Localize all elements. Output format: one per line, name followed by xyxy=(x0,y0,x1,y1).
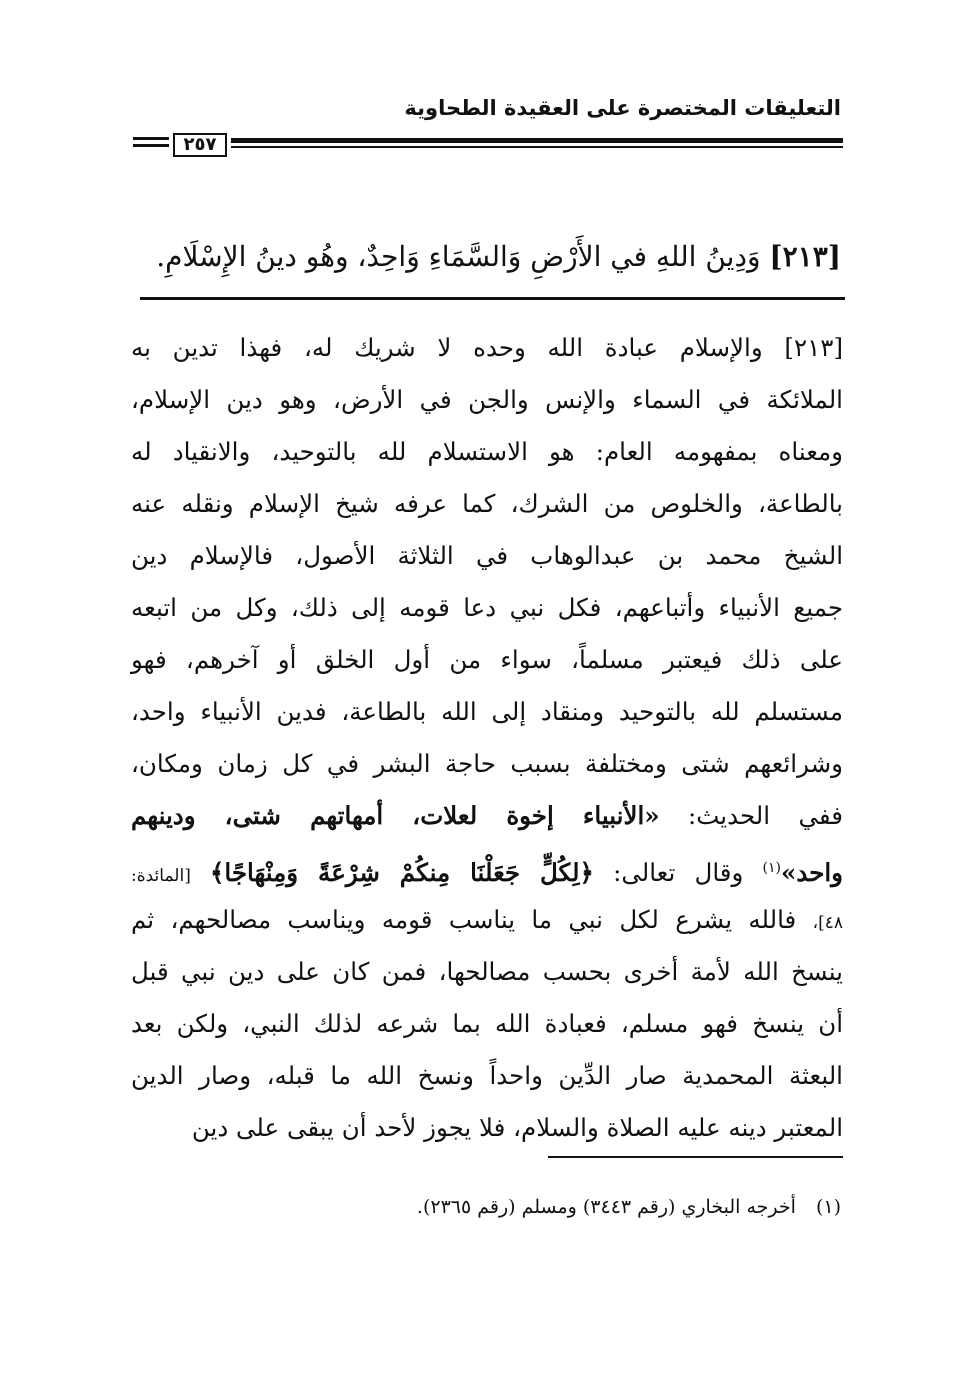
commentary-line xyxy=(131,894,843,946)
matn-divider xyxy=(140,297,845,300)
hadith-quote-end: واحد» xyxy=(781,858,843,888)
footnote-text: أخرجه البخاري (رقم ٣٤٤٣) ومسلم (رقم ٢٣٦٥). xyxy=(416,1196,796,1218)
matn-text xyxy=(141,234,841,280)
hadith-quote: «الأنبياء إخوة لعلات، أمهاتهم شتى، ودينهم xyxy=(131,801,660,830)
ayah-reference: [المائدة: xyxy=(131,866,191,887)
matn-number: [٢١٣] xyxy=(769,240,841,273)
header-rule-thick xyxy=(231,138,843,143)
commentary xyxy=(131,322,843,1154)
commentary-line: جميع الأنبياء وأتباعهم، فكل نبي دعا قومه إلى ذلك، وكل من اتبعه xyxy=(131,593,843,622)
header-rule-thin xyxy=(231,146,843,148)
ayah-reference-end: ٤٨]، xyxy=(812,913,843,933)
commentary-line: بالطاعة، والخلوص من الشرك، كما عرفه شيخ الإسلام ونقله عنه xyxy=(131,489,843,518)
ayah-lead: وقال تعالى: xyxy=(613,858,744,888)
hadith-lead: ففي الحديث: xyxy=(688,801,843,830)
quran-ayah: ﴿لِكُلٍّ جَعَلْنَا مِنكُمْ شِرْعَةً وَمِنْهَاجًا﴾ xyxy=(210,858,594,888)
footnote-divider xyxy=(548,1156,843,1158)
commentary-line: البعثة المحمدية صار الدِّين واحداً ونسخ الله ما قبله، وصار الدين xyxy=(131,1061,843,1090)
commentary-line: الشيخ محمد بن عبدالوهاب في الثلاثة الأصول، فالإسلام دين xyxy=(131,541,843,570)
header-rule xyxy=(133,133,843,155)
footnote-mark: (١) xyxy=(815,1196,841,1218)
footnote xyxy=(141,1192,841,1222)
continue-text: فالله يشرع لكل نبي ما يناسب قومه ويناسب مصالحهم، ثم xyxy=(131,905,797,934)
header-rule-left-bottom xyxy=(133,144,169,147)
hadith-line xyxy=(131,790,843,842)
ayah-line xyxy=(131,842,843,894)
commentary-line: [٢١٣] والإسلام عبادة الله وحده لا شريك له، فهذا تدين به xyxy=(131,333,843,362)
commentary-line: ينسخ الله لأمة أخرى بحسب مصالحها، فمن كان على دين نبي قبل xyxy=(131,957,843,986)
footnote-ref: (١) xyxy=(762,860,782,876)
commentary-line: الملائكة في السماء والإنس والجن في الأرض، وهو دين الإسلام، xyxy=(131,385,843,414)
commentary-line: المعتبر دينه عليه الصلاة والسلام، فلا يجوز لأحد أن يبقى على دين xyxy=(191,1113,843,1142)
matn-body: وَدِينُ اللهِ في الأَرْضِ وَالسَّمَاءِ وَاحِدٌ، وهُو دينُ الإِسْلَامِ. xyxy=(156,240,761,273)
commentary-line: مستسلم لله بالتوحيد ومنقاد إلى الله بالطاعة، فدين الأنبياء واحد، xyxy=(131,697,843,726)
header-rule-left-top xyxy=(133,137,169,140)
commentary-line: وشرائعهم شتى ومختلفة بسبب حاجة البشر في كل زمان ومكان، xyxy=(131,749,843,778)
commentary-line: أن ينسخ فهو مسلم، فعبادة الله بما شرعه لذلك النبي، ولكن بعد xyxy=(131,1009,843,1038)
commentary-line: على ذلك فيعتبر مسلماً، سواء من أول الخلق أو آخرهم، فهو xyxy=(131,645,843,674)
page-number: ٢٥٧ xyxy=(173,133,227,157)
commentary-line: ومعناه بمفهومه العام: هو الاستسلام لله بالتوحيد، والانقياد له xyxy=(131,437,843,466)
running-title: التعليقات المختصرة على العقيدة الطحاوية xyxy=(404,96,841,120)
